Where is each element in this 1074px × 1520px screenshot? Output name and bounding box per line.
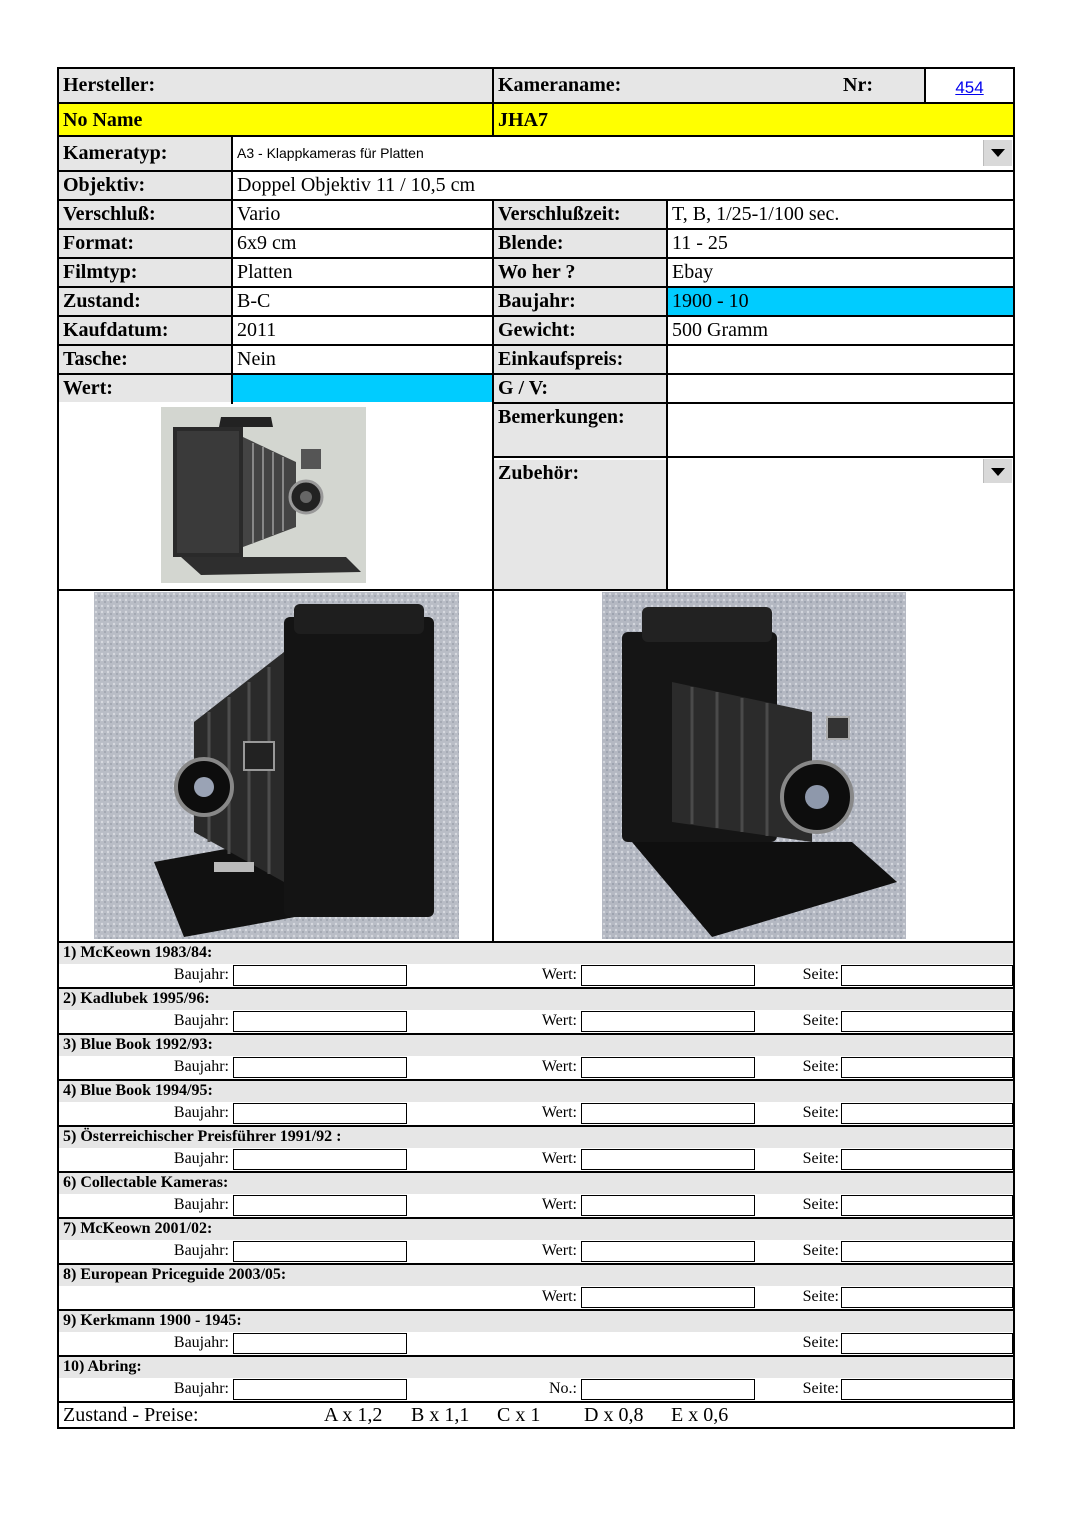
reference-field-label: Seite: xyxy=(802,1150,839,1167)
price-factor-e: E x 0,6 xyxy=(671,1404,729,1426)
gv-label: G / V: xyxy=(494,375,666,402)
reference-field-label: Wert: xyxy=(541,966,577,983)
reference-title: 6) Collectable Kameras: xyxy=(59,1173,1013,1194)
zustand-label: Zustand: xyxy=(59,288,231,315)
wert-value xyxy=(233,375,492,402)
hersteller-label: Hersteller: xyxy=(59,69,492,102)
reference-field-label: Seite: xyxy=(802,966,839,983)
reference-title: 9) Kerkmann 1900 - 1945: xyxy=(59,1311,1013,1332)
zustand-preise-row xyxy=(59,1403,1013,1427)
reference-field-label: Baujahr: xyxy=(173,1334,229,1351)
reference-field-label: Baujahr: xyxy=(173,1196,229,1213)
verschluss-label: Verschluß: xyxy=(59,201,231,228)
reference-input[interactable] xyxy=(581,1149,755,1170)
reference-field-label: Wert: xyxy=(541,1104,577,1121)
chevron-down-icon[interactable] xyxy=(983,459,1012,483)
blende-value: 11 - 25 xyxy=(672,232,728,254)
verschluss-value: Vario xyxy=(237,203,281,225)
baujahr-label: Baujahr: xyxy=(494,288,666,315)
reference-field-label: No.: xyxy=(549,1380,577,1397)
reference-field-label: Seite: xyxy=(802,1242,839,1259)
reference-title: 8) European Priceguide 2003/05: xyxy=(59,1265,1013,1286)
reference-input[interactable] xyxy=(233,1379,407,1400)
reference-field-label: Seite: xyxy=(802,1380,839,1397)
reference-input[interactable] xyxy=(841,1057,1013,1078)
reference-input[interactable] xyxy=(233,1011,407,1032)
chevron-down-icon[interactable] xyxy=(983,140,1012,166)
objektiv-value: Doppel Objektiv 11 / 10,5 cm xyxy=(237,174,476,196)
col-divider xyxy=(492,589,494,941)
reference-input[interactable] xyxy=(841,1333,1013,1354)
reference-input[interactable] xyxy=(233,1241,407,1262)
reference-field-label: Seite: xyxy=(802,1012,839,1029)
tasche-value: Nein xyxy=(237,348,276,370)
zustand-preise-label: Zustand - Preise: xyxy=(63,1404,199,1426)
format-value: 6x9 cm xyxy=(237,232,297,254)
reference-field-label: Wert: xyxy=(541,1242,577,1259)
reference-input[interactable] xyxy=(233,1103,407,1124)
reference-title: 4) Blue Book 1994/95: xyxy=(59,1081,1013,1102)
price-factor-a: A x 1,2 xyxy=(324,1404,383,1426)
hersteller-value: No Name xyxy=(59,104,492,135)
price-factor-d: D x 0,8 xyxy=(584,1404,644,1426)
gewicht-value: 500 Gramm xyxy=(672,319,769,341)
reference-field-label: Wert: xyxy=(541,1288,577,1305)
reference-title: 2) Kadlubek 1995/96: xyxy=(59,989,1013,1010)
zubehoer-value[interactable] xyxy=(668,458,1013,589)
reference-input[interactable] xyxy=(841,1379,1013,1400)
zubehoer-label: Zubehör: xyxy=(494,460,666,589)
kaufdatum-label: Kaufdatum: xyxy=(59,317,231,344)
reference-title: 5) Österreichischer Preisführer 1991/92 : xyxy=(59,1127,1013,1148)
reference-input[interactable] xyxy=(841,965,1013,986)
wert-label: Wert: xyxy=(59,375,231,402)
einkaufspreis-label: Einkaufspreis: xyxy=(494,346,666,373)
reference-input[interactable] xyxy=(581,1057,755,1078)
format-label: Format: xyxy=(59,230,231,257)
zustand-value: B-C xyxy=(237,290,271,312)
reference-field-label: Seite: xyxy=(802,1334,839,1351)
reference-input[interactable] xyxy=(581,1011,755,1032)
reference-field-label: Seite: xyxy=(802,1288,839,1305)
reference-field-label: Baujahr: xyxy=(173,1104,229,1121)
reference-title: 1) McKeown 1983/84: xyxy=(59,943,1013,964)
kameratyp-select[interactable]: A3 - Klappkameras für Platten xyxy=(237,145,424,161)
reference-field-label: Baujahr: xyxy=(173,1380,229,1397)
reference-input[interactable] xyxy=(841,1103,1013,1124)
reference-field-label: Baujahr: xyxy=(173,1242,229,1259)
reference-input[interactable] xyxy=(841,1011,1013,1032)
tasche-label: Tasche: xyxy=(59,346,231,373)
reference-input[interactable] xyxy=(233,965,407,986)
kameraname-label: Kameraname: xyxy=(494,69,924,102)
kaufdatum-value: 2011 xyxy=(237,319,277,341)
filmtyp-value: Platten xyxy=(237,261,293,283)
gewicht-label: Gewicht: xyxy=(494,317,666,344)
reference-field-label: Baujahr: xyxy=(173,966,229,983)
col-divider xyxy=(231,137,233,404)
gv-value xyxy=(668,375,1013,402)
reference-field-label: Wert: xyxy=(541,1058,577,1075)
reference-input[interactable] xyxy=(581,1103,755,1124)
bemerkungen-label: Bemerkungen: xyxy=(494,404,666,456)
woher-value: Ebay xyxy=(672,261,714,283)
reference-field-label: Wert: xyxy=(541,1150,577,1167)
camera-record-sheet xyxy=(57,67,1015,1429)
reference-field-label: Baujahr: xyxy=(173,1058,229,1075)
verschlusszeit-label: Verschlußzeit: xyxy=(494,201,666,228)
reference-input[interactable] xyxy=(581,965,755,986)
catalog-camera-image xyxy=(161,407,366,583)
bemerkungen-value[interactable] xyxy=(668,404,1013,456)
reference-input[interactable] xyxy=(841,1195,1013,1216)
price-factor-c: C x 1 xyxy=(497,1404,541,1426)
einkaufspreis-value xyxy=(668,346,1013,373)
price-factor-b: B x 1,1 xyxy=(411,1404,470,1426)
blende-label: Blende: xyxy=(494,230,666,257)
reference-input[interactable] xyxy=(841,1241,1013,1262)
reference-input[interactable] xyxy=(581,1379,755,1400)
row-divider xyxy=(59,1401,1013,1403)
reference-field-label: Seite: xyxy=(802,1058,839,1075)
woher-label: Wo her ? xyxy=(494,259,666,286)
col-divider xyxy=(492,69,494,135)
reference-field-label: Seite: xyxy=(802,1196,839,1213)
nr-link[interactable]: 454 xyxy=(955,78,984,97)
reference-input[interactable] xyxy=(233,1333,407,1354)
reference-field-label: Baujahr: xyxy=(173,1012,229,1029)
reference-input[interactable] xyxy=(841,1287,1013,1308)
reference-field-label: Wert: xyxy=(541,1012,577,1029)
objektiv-label: Objektiv: xyxy=(59,172,231,199)
filmtyp-label: Filmtyp: xyxy=(59,259,231,286)
camera-photo-right xyxy=(602,592,906,939)
kameraname-value: JHA7 xyxy=(494,104,1013,135)
reference-field-label: Seite: xyxy=(802,1104,839,1121)
reference-input[interactable] xyxy=(233,1057,407,1078)
reference-input[interactable] xyxy=(581,1195,755,1216)
baujahr-value: 1900 - 10 xyxy=(668,288,1013,315)
reference-title: 10) Abring: xyxy=(59,1357,1013,1378)
row-divider xyxy=(59,589,1013,591)
reference-input[interactable] xyxy=(233,1149,407,1170)
reference-title: 7) McKeown 2001/02: xyxy=(59,1219,1013,1240)
kameratyp-label: Kameratyp: xyxy=(59,137,231,170)
reference-input[interactable] xyxy=(581,1241,755,1262)
reference-input[interactable] xyxy=(581,1287,755,1308)
reference-field-label: Baujahr: xyxy=(173,1150,229,1167)
reference-input[interactable] xyxy=(841,1149,1013,1170)
reference-title: 3) Blue Book 1992/93: xyxy=(59,1035,1013,1056)
nr-divider xyxy=(924,69,926,104)
verschlusszeit-value: T, B, 1/25-1/100 sec. xyxy=(672,203,840,225)
camera-photo-left xyxy=(94,592,459,939)
reference-input[interactable] xyxy=(233,1195,407,1216)
nr-label: Nr: xyxy=(843,74,873,96)
reference-field-label: Wert: xyxy=(541,1196,577,1213)
